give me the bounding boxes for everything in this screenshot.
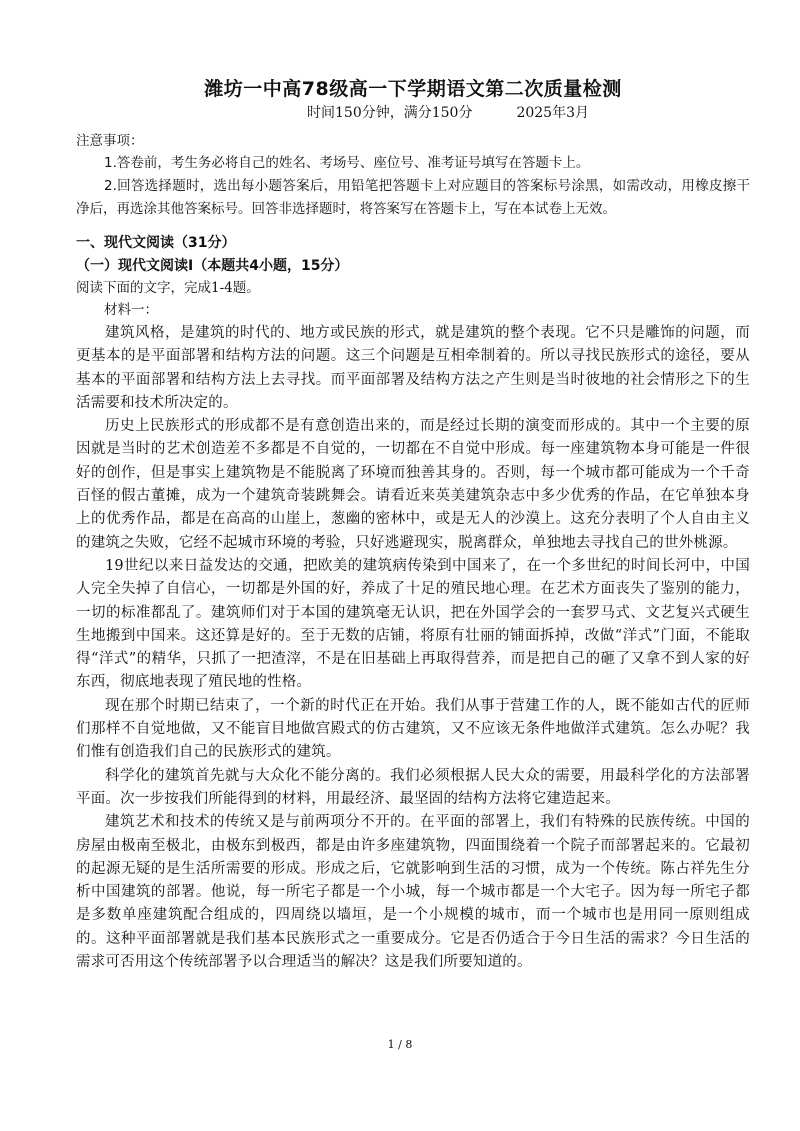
material-paragraph-5: 科学化的建筑首先就与大众化不能分离的。我们必须根据人民大众的需要，用最科学化的方法部署平面。次一步按我们所能得到的材料，用最经济、最坚固的结构方法将它建造起来。: [76, 767, 750, 807]
reading-instruction: 阅读下面的文字，完成1-4题。: [76, 280, 260, 296]
material-paragraph-2: 历史上民族形式的形成都不是有意创造出来的，而是经过长期的演变而形成的。其中一个主要的原因就是当时的艺术创造差不多都是不自觉的，一切都在不自觉中形成。每一座建筑物本身可能是一件很好的创作，但是事实上建筑物是不能脱离了环境而独善其身的。否则，每一个城市都可能成为一个千奇百怪的假古董摊，成为一个建筑奇装跳舞会。请看近来英美建筑杂志中多少优秀的作品，在它单独本身上的优秀作品，都是在高高的山崖上，葱幽的密林中，或是无人的沙漠上。这充分表明了个人自由主义的建筑之失败，它经不起城市环境的考验，只好逃避现实，脱离群众，单独地去寻找自己的世外桃源。: [76, 418, 750, 551]
exam-subtitle: [76, 102, 750, 124]
notice-item-2: 2.回答选择题时，选出每小题答案后，用铅笔把答题卡上对应题目的答案标号涂黑，如需改动，用橡皮擦干净后，再选涂其他答案标号。回答非选择题时，将答案写在答题卡上，写在本试卷上无效。: [76, 178, 750, 217]
section-subheading: （一）现代文阅读Ⅰ（本题共4小题，15分）: [76, 258, 349, 274]
exam-title: 潍坊一中高78级高一下学期语文第二次质量检测: [204, 78, 622, 100]
material-paragraph-4: 现在那个时期已结束了，一个新的时代正在开始。我们从事于营建工作的人，既不能如古代的匠师们那样不自觉地做，又不能盲目地做宫殿式的仿古建筑，又不应该无条件地做洋式建筑。怎么办呢？我们惟有创造我们自己的民族形式的建筑。: [76, 697, 750, 761]
material-paragraph-3: 19世纪以来日益发达的交通，把欧美的建筑病传染到中国来了，在一个多世纪的时间长河中，中国人完全失掉了自信心，一切都是外国的好，养成了十足的殖民地心理。在艺术方面丧失了鉴别的能力，一切的标准都乱了。建筑师们对于本国的建筑毫无认识，把在外国学会的一套罗马式、文艺复兴式硬生生地搬到中国来。这还算是好的。至于无数的店铺，将原有壮丽的铺面拆掉，改做“洋式”门面，不能取得“洋式”的精华，只抓了一把渣滓，不是在旧基础上再取得营养，而是把自己的砸了又拿不到人家的好东西，彻底地表现了殖民地的性格。: [76, 557, 750, 691]
material-paragraph-6: 建筑艺术和技术的传统又是与前两项分不开的。在平面的部署上，我们有特殊的民族传统。中国的房屋由极南至极北，由极东到极西，都是由许多座建筑物，四面围绕着一个院子而部署起来的。它最初的起源无疑的是生活所需要的形成。形成之后，它就影响到生活的习惯，成为一个传统。陈占祥先生分析中国建筑的部署。他说，每一所宅子都是一个小城，每一个城市都是一个大宅子。因为每一所宅子都是多数单座建筑配合组成的，四周绕以墙垣，是一个小规模的城市，而一个城市也是用同一原则组成的。这种平面部署就是我们基本民族形式之一重要成分。它是否仍适合于今日生活的需求？今日生活的需求可否用这个传统部署予以合理适当的解决？这是我们所要知道的。: [76, 814, 750, 971]
page-number: 1 / 8: [387, 1038, 413, 1051]
notice-item-1: 1.答卷前，考生务必将自己的姓名、考场号、座位号、准考证号填写在答题卡上。: [104, 155, 590, 171]
exam-date: 2025年3月: [516, 105, 589, 121]
material-label: 材料一：: [104, 302, 158, 318]
notice-heading: 注意事项：: [76, 133, 144, 149]
material-paragraph-1: 建筑风格，是建筑的时代的、地方或民族的形式，就是建筑的整个表现。它不只是雕饰的问题，而更基本的是平面部署和结构方法的问题。这三个问题是互相牵制着的。所以寻找民族形式的途径，要从基本的平面部署和结构方法上去寻找。而平面部署及结构方法之产生则是当时彼地的社会情形之下的生活需要和技术所决定的。: [76, 325, 750, 411]
section-heading: 一、现代文阅读（31分）: [76, 235, 236, 251]
exam-time-score: 时间150分钟，满分150分: [307, 105, 473, 121]
